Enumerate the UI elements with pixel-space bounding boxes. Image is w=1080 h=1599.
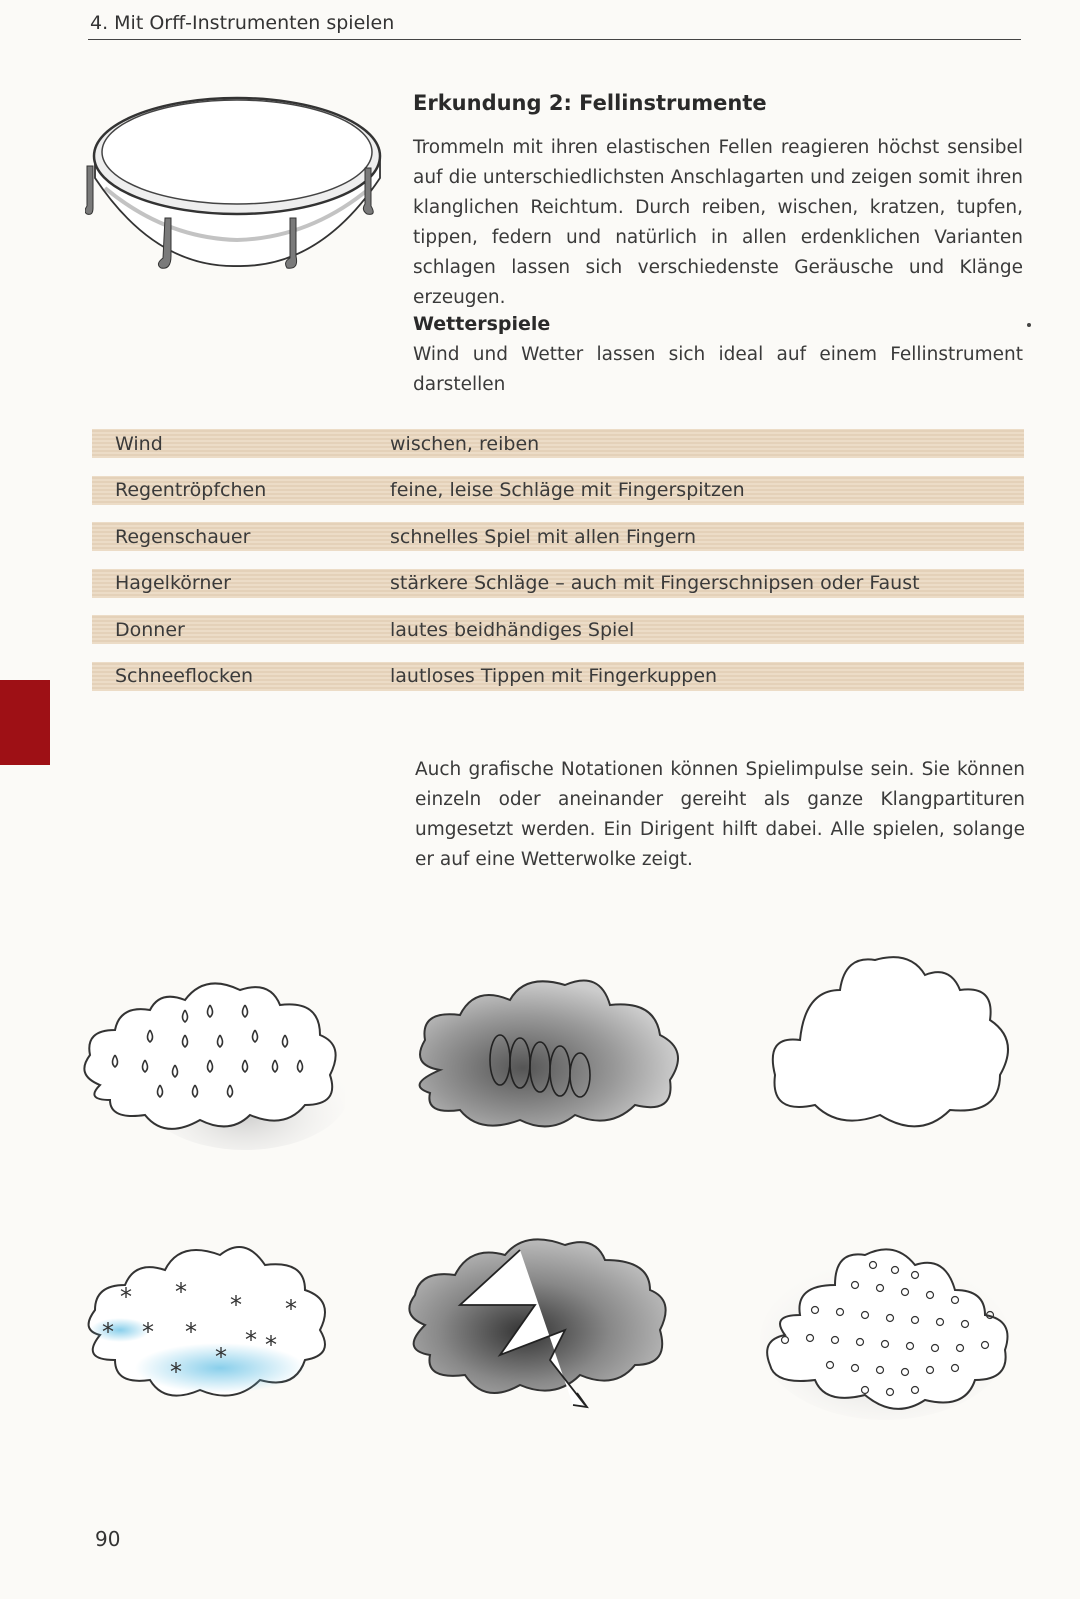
technique-cell: schnelles Spiel mit allen Fingern (390, 525, 697, 548)
notation-text: Auch grafische Notationen können Spielimpulse sein. Sie können einzeln oder aneinander gereiht als ganze Klangpartituren umgesetzt werden. Ein Dirigent hilft dabei. Alle spielen, solange er auf eine Wetterwolke zeigt. (415, 759, 1025, 870)
svg-text:*: * (142, 1318, 154, 1346)
snowflake-cloud-icon (70, 1240, 340, 1425)
svg-text:*: * (230, 1291, 242, 1319)
frame-drum-icon (85, 88, 390, 283)
header-rule (88, 39, 1021, 40)
weather-cell: Regenschauer (115, 525, 251, 548)
table-row (92, 522, 1024, 551)
svg-text:*: * (175, 1278, 187, 1306)
technique-cell: lautloses Tippen mit Fingerkuppen (390, 665, 718, 687)
table-row (92, 569, 1024, 598)
technique-cell: wischen, reiben (390, 432, 540, 455)
svg-text:*: * (215, 1343, 227, 1371)
weather-games-text: Wind und Wetter lassen sich ideal auf einem Fellinstrument darstellen (413, 344, 1023, 395)
weather-games-title: Wetterspiele (413, 313, 551, 335)
bullet-mark (1027, 323, 1031, 327)
chapter-side-tab (0, 680, 50, 765)
table-row (92, 476, 1024, 505)
weather-technique-table (92, 429, 1024, 708)
technique-cell: lautes beidhändiges Spiel (390, 618, 635, 641)
lightning-cloud-icon (395, 1235, 675, 1435)
svg-text:*: * (185, 1318, 197, 1346)
weather-cell: Regentröpfchen (115, 479, 267, 501)
svg-text:*: * (265, 1331, 277, 1359)
raindrop-cloud-icon (70, 975, 345, 1165)
svg-text:*: * (170, 1358, 182, 1386)
hail-cloud-icon (755, 1240, 1015, 1425)
weather-cell: Donner (115, 618, 185, 641)
weather-cell: Wind (115, 432, 163, 455)
empty-cloud-icon (760, 955, 1020, 1145)
technique-cell: stärkere Schläge – auch mit Fingerschnipsen oder Faust (390, 572, 920, 594)
section-intro: Trommeln mit ihren elastischen Fellen reagieren höchst sensibel auf die unterschiedlichsten Anschlagarten und zeigen somit ihren klanglichen Reichtum. Durch reiben, wischen, kratzen, tupfen, tippen, federn und natürlich in allen erdenklichen Varianten schlagen lassen sich verschiedenste Geräusche und Klänge erzeugen. (413, 137, 1023, 308)
page-header-title: 4. Mit Orff-Instrumenten spielen (90, 12, 395, 34)
table-row (92, 662, 1024, 691)
section-title: Erkundung 2: Fellinstrumente (413, 91, 767, 115)
svg-text:*: * (245, 1326, 257, 1354)
weather-cell: Hagelkörner (115, 572, 231, 594)
svg-text:*: * (285, 1295, 297, 1323)
table-row (92, 615, 1024, 644)
weather-cell: Schneeflocken (115, 665, 254, 687)
svg-text:*: * (102, 1318, 114, 1346)
svg-text:*: * (120, 1283, 132, 1311)
page-number: 90 (95, 1527, 121, 1551)
wind-spiral-cloud-icon (400, 975, 690, 1135)
table-row (92, 429, 1024, 458)
technique-cell: feine, leise Schläge mit Fingerspitzen (390, 479, 745, 501)
